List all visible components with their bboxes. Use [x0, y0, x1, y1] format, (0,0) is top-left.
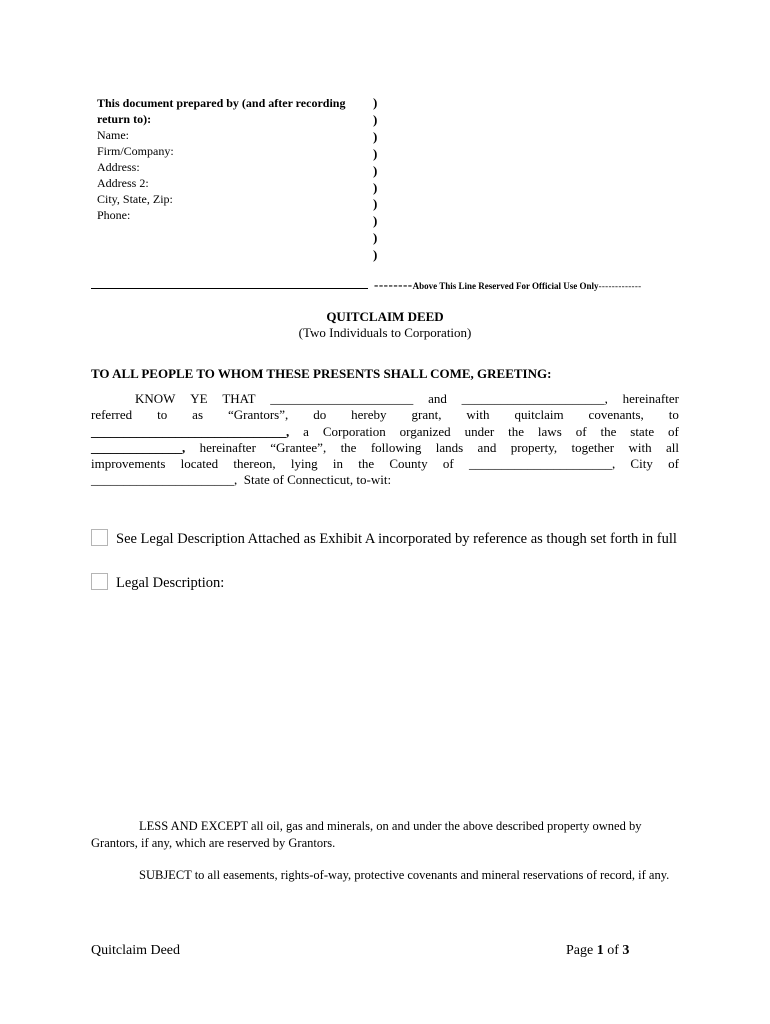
city-blank-and-state[interactable]: ______________________, State of Connecticut, to-wit: [91, 472, 392, 488]
conveyance-paragraph [91, 391, 679, 489]
legal-description-label: Legal Description: [116, 575, 225, 591]
subject-text: to all easements, rights-of-way, protective covenants and mineral reservations of record, if any. [191, 868, 670, 882]
preparer-heading-line1: This document prepared by (and after recording [97, 96, 346, 110]
less-except-lead: LESS AND EXCEPT [139, 819, 248, 833]
current-page: 1 [596, 943, 604, 958]
official-use-notice [374, 277, 641, 293]
field-name-label: Name: [97, 128, 129, 142]
paren: ) [373, 162, 378, 178]
preparer-block [97, 95, 367, 223]
field-phone-label: Phone: [97, 208, 131, 222]
paren: ) [373, 128, 378, 144]
notice-dashes: -------- [374, 277, 413, 292]
paren: ) [373, 111, 378, 127]
paren: ) [373, 247, 378, 263]
grantee-name-blank[interactable]: ______________________________, [91, 423, 290, 439]
field-address-label: Address: [97, 160, 140, 174]
grantor2-blank[interactable]: ______________________, [461, 391, 608, 406]
paren: ) [373, 95, 378, 110]
paren: ) [373, 230, 378, 246]
notice-tail: ------------- [598, 281, 642, 291]
exhibit-checkbox[interactable] [91, 529, 108, 546]
document-subtitle: (Two Individuals to Corporation) [298, 325, 472, 340]
field-city-state-zip-label: City, State, Zip: [97, 192, 173, 206]
paren: ) [373, 145, 378, 161]
body-line-4: ______________, hereinafter “Grantee”, the following lands and property, together with all [91, 439, 679, 455]
body-line-1: KNOW YE THAT ______________________ and ______________________, hereinafter [135, 391, 679, 406]
legal-description-option[interactable] [91, 573, 681, 592]
exhibit-option-label: See Legal Description Attached as Exhibit A incorporated by reference as though set forth in full [116, 531, 677, 547]
incorporation-state-blank[interactable]: ______________, [91, 439, 186, 455]
paren: ) [373, 179, 378, 195]
paren: ) [373, 196, 378, 212]
body-line-6 [91, 472, 679, 488]
footer-document-name: Quitclaim Deed [91, 943, 181, 958]
preparer-heading-line2: return to): [97, 112, 152, 126]
paren: ) [373, 213, 378, 229]
parenthesis-column [373, 95, 383, 264]
subject-lead: SUBJECT [139, 868, 192, 882]
subject-to-paragraph [91, 867, 681, 884]
less-except-text: all oil, gas and minerals, on and under the above described property owned by Grantors, if any, which are reserved by Grantors. [91, 819, 642, 850]
footer-page-number: Page 1 of 3 [566, 943, 630, 958]
less-and-except-paragraph [91, 818, 681, 851]
greeting-heading: TO ALL PEOPLE TO WHOM THESE PRESENTS SHALL COME, GREETING: [91, 366, 552, 381]
exhibit-option[interactable] [91, 529, 681, 548]
field-address2-label: Address 2: [97, 176, 149, 190]
body-line-2: referred to as “Grantors”, do hereby grant, with quitclaim covenants, to [91, 407, 679, 423]
total-pages: 3 [622, 943, 630, 958]
notice-text: Above This Line Reserved For Official Use Only [412, 281, 599, 291]
legal-description-checkbox[interactable] [91, 573, 108, 590]
document-title: QUITCLAIM DEED [326, 309, 444, 324]
recording-divider-line [91, 288, 368, 289]
body-line-3: ______________________________, a Corporation organized under the laws of the state of [91, 423, 679, 439]
body-line-5: improvements located thereon, lying in the County of ______________________, City of [91, 456, 679, 472]
grantor1-blank[interactable]: ______________________ [270, 391, 414, 406]
county-blank[interactable]: ______________________, [468, 456, 616, 472]
field-firm-label: Firm/Company: [97, 144, 174, 158]
